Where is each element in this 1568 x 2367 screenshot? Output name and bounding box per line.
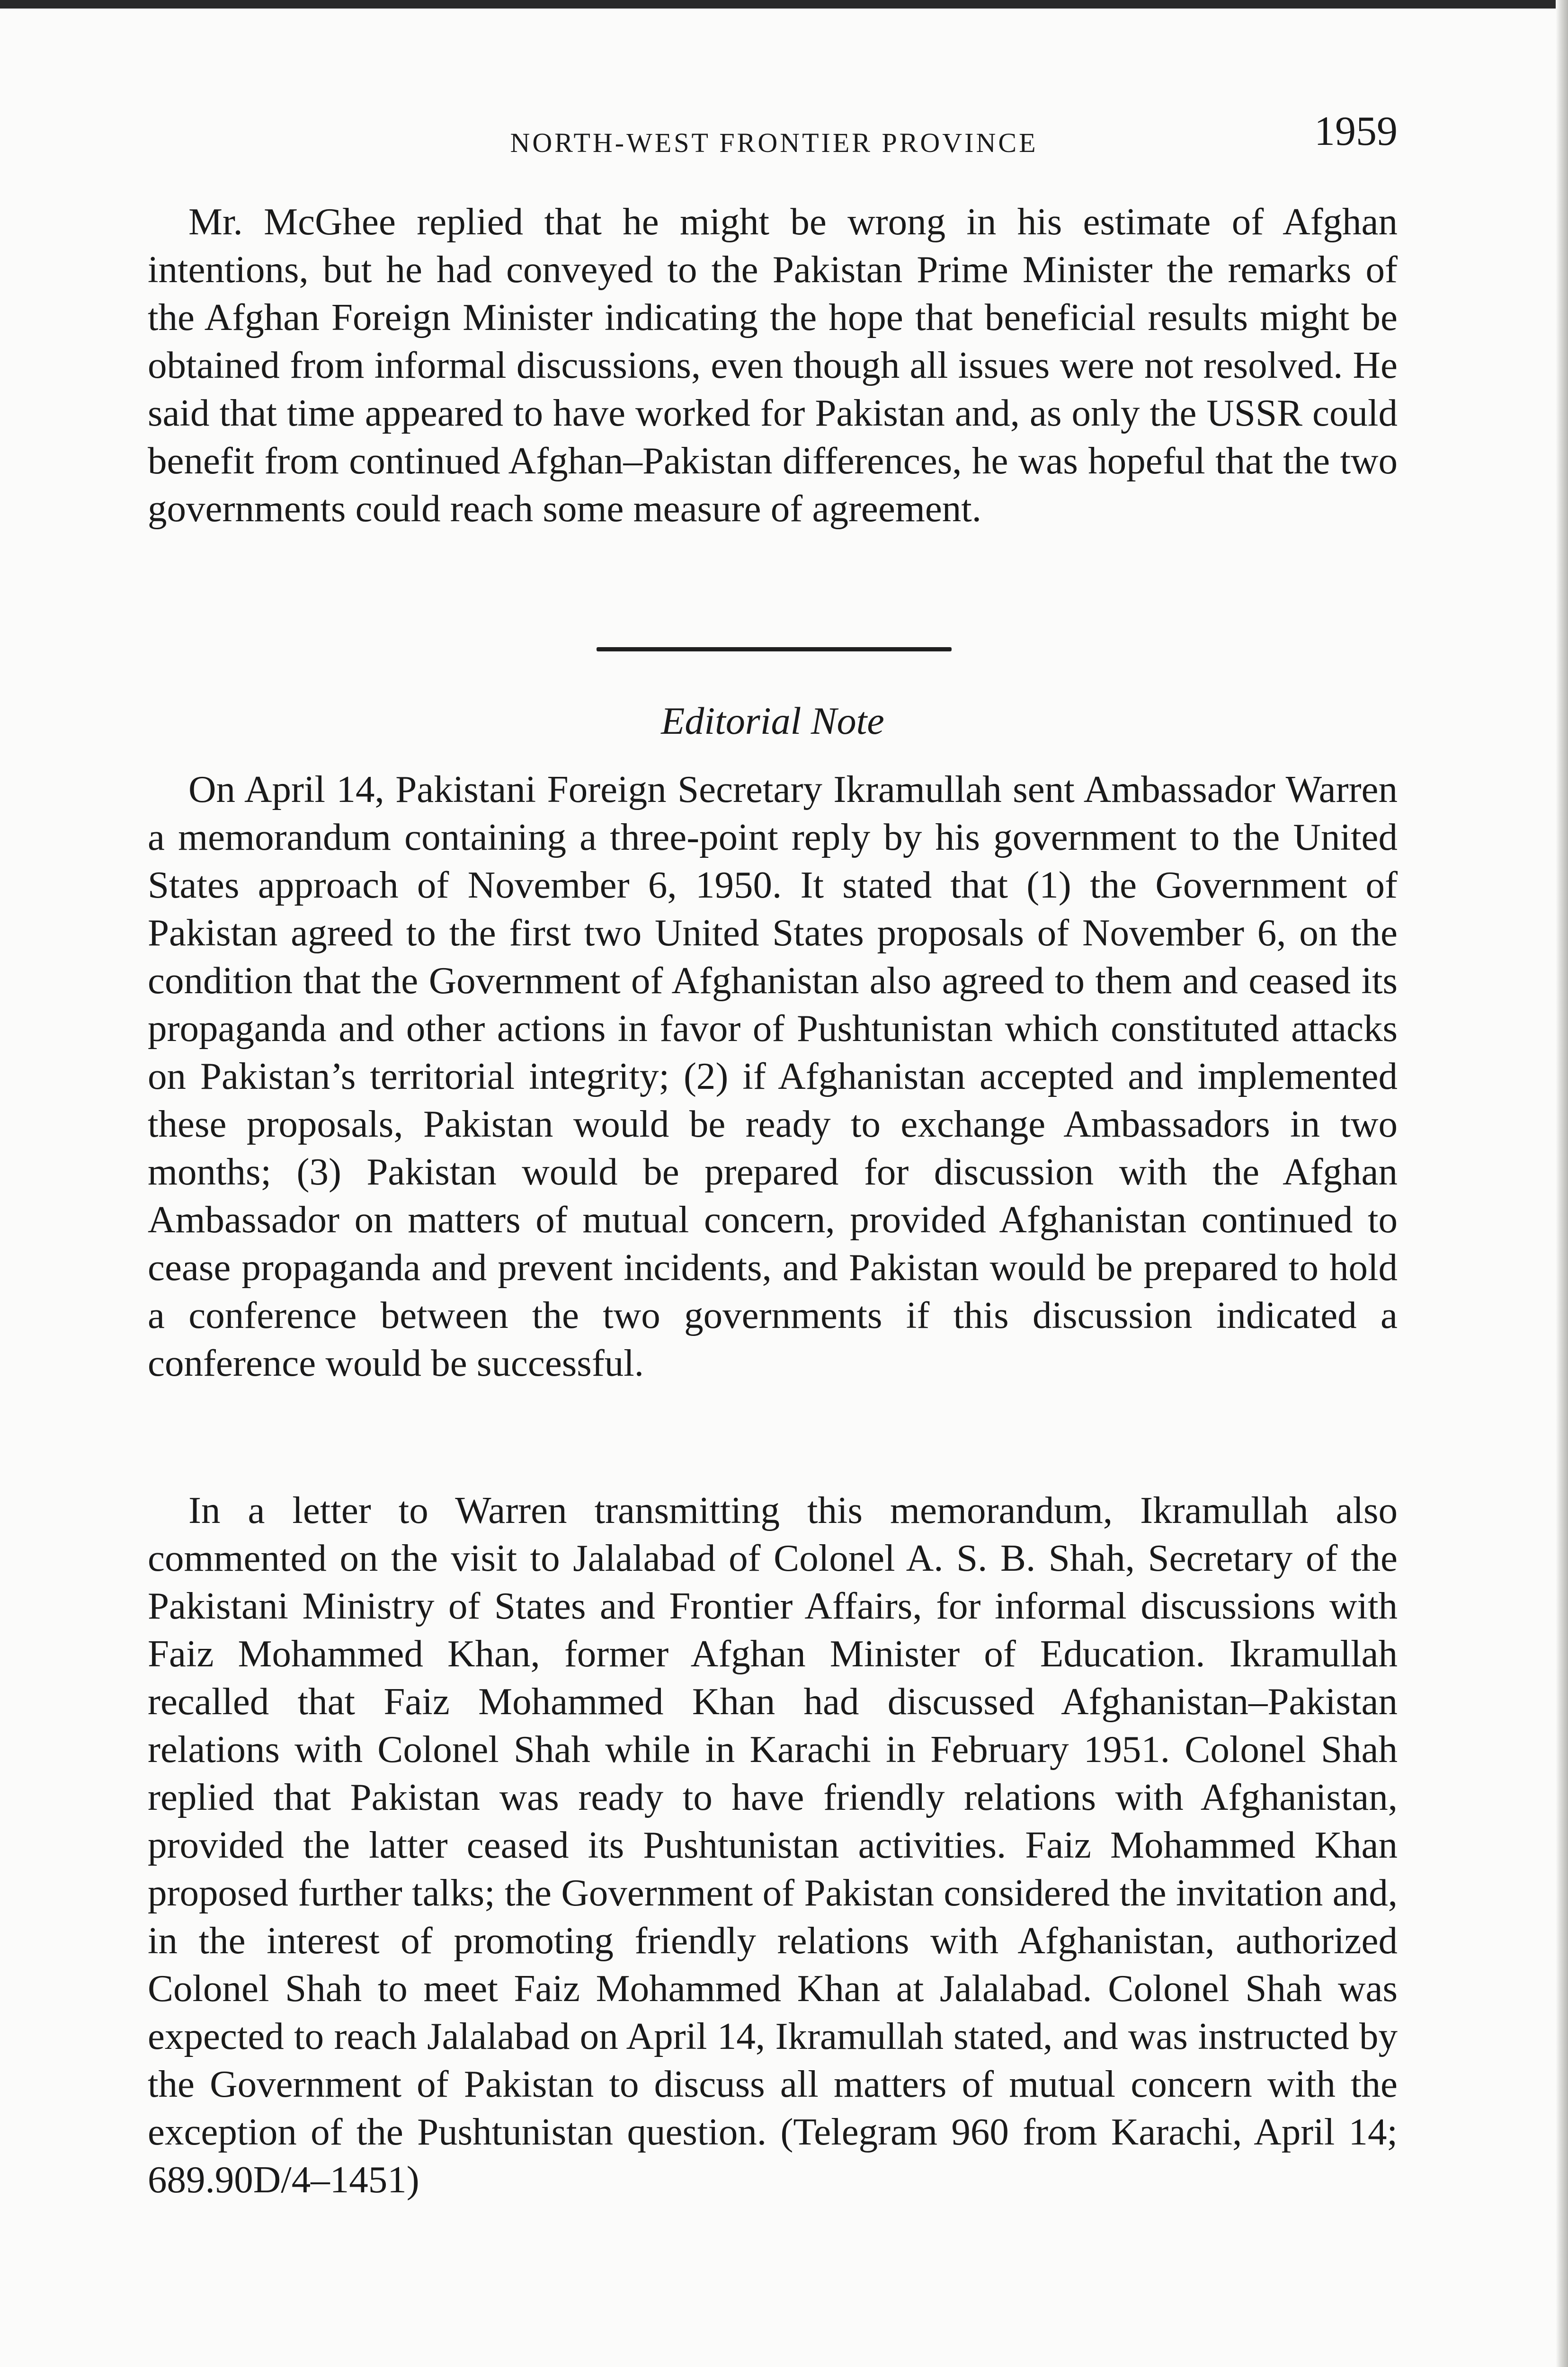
editorial-note-paragraph-1: On April 14, Pakistani Foreign Secretary Ikramullah sent Ambassador Warren a memorandum containing a three-point reply by his government to the United States approach of November 6, 1950. It stated that (1) the Government of Pakistan agreed to the first two United States proposals of November 6, on the condition that the Government of Afghanistan also agreed to them and ceased its propaganda and other actions in favor of Pushtunistan which constituted attacks on Pakistan’s territorial integrity; (2) if Afghanistan accepted and implemented these proposals, Pakistan would be ready to exchange Ambassadors in two months; (3) Pakistan would be prepared for discussion with the Afghan Ambassador on matters of mutual concern, provided Afghanistan continued to cease propaganda and prevent incidents, and Pakistan would be prepared to hold a conference between the two governments if this discussion indicated a conference would be successful. — [148, 768, 1398, 1384]
page-edge-shadow — [1556, 0, 1568, 2367]
running-head: NORTH-WEST FRONTIER PROVINCE — [510, 127, 1038, 158]
page-number: 1959 — [1314, 108, 1398, 154]
paragraph-mcghee-reply: Mr. McGhee replied that he might be wrong in his estimate of Afghan intentions, but he had conveyed to the Pakistan Prime Minister the remarks of the Afghan Foreign Minister indicating the hope that beneficial results might be obtained from informal discussions, even though all issues were not resolved. He said that time appeared to have worked for Pakistan and, as only the USSR could benefit from continued Afghan–Pakistan differences, he was hopeful that the two governments could reach some measure of agreement. — [148, 200, 1398, 530]
top-border-rule — [0, 0, 1568, 9]
section-divider — [597, 647, 952, 651]
editorial-note-paragraph-2: In a letter to Warren transmitting this memorandum, Ikramullah also commented on the visit to Jalalabad of Colonel A. S. B. Shah, Secretary of the Pakistani Ministry of States and Frontier Affairs, for informal discussions with Faiz Mohammed Khan, former Afghan Minister of Education. Ikramullah recalled that Faiz Mohammed Khan had discussed Afghanistan–Pakistan relations with Colonel Shah while in Karachi in February 1951. Colonel Shah replied that Pakistan was ready to have friendly relations with Afghanistan, provided the latter ceased its Pushtunistan activities. Faiz Mohammed Khan proposed further talks; the Government of Pakistan considered the invitation and, in the interest of promoting friendly relations with Afghanistan, authorized Colonel Shah to meet Faiz Mohammed Khan at Jalalabad. Colonel Shah was expected to reach Jalalabad on April 14, Ikramullah stated, and was instructed by the Government of Pakistan to discuss all matters of mutual concern with the exception of the Pushtunistan question. (Telegram 960 from Karachi, April 14; 689.90D/4–1451) — [148, 1489, 1398, 2201]
editorial-note-title: Editorial Note — [661, 699, 884, 742]
